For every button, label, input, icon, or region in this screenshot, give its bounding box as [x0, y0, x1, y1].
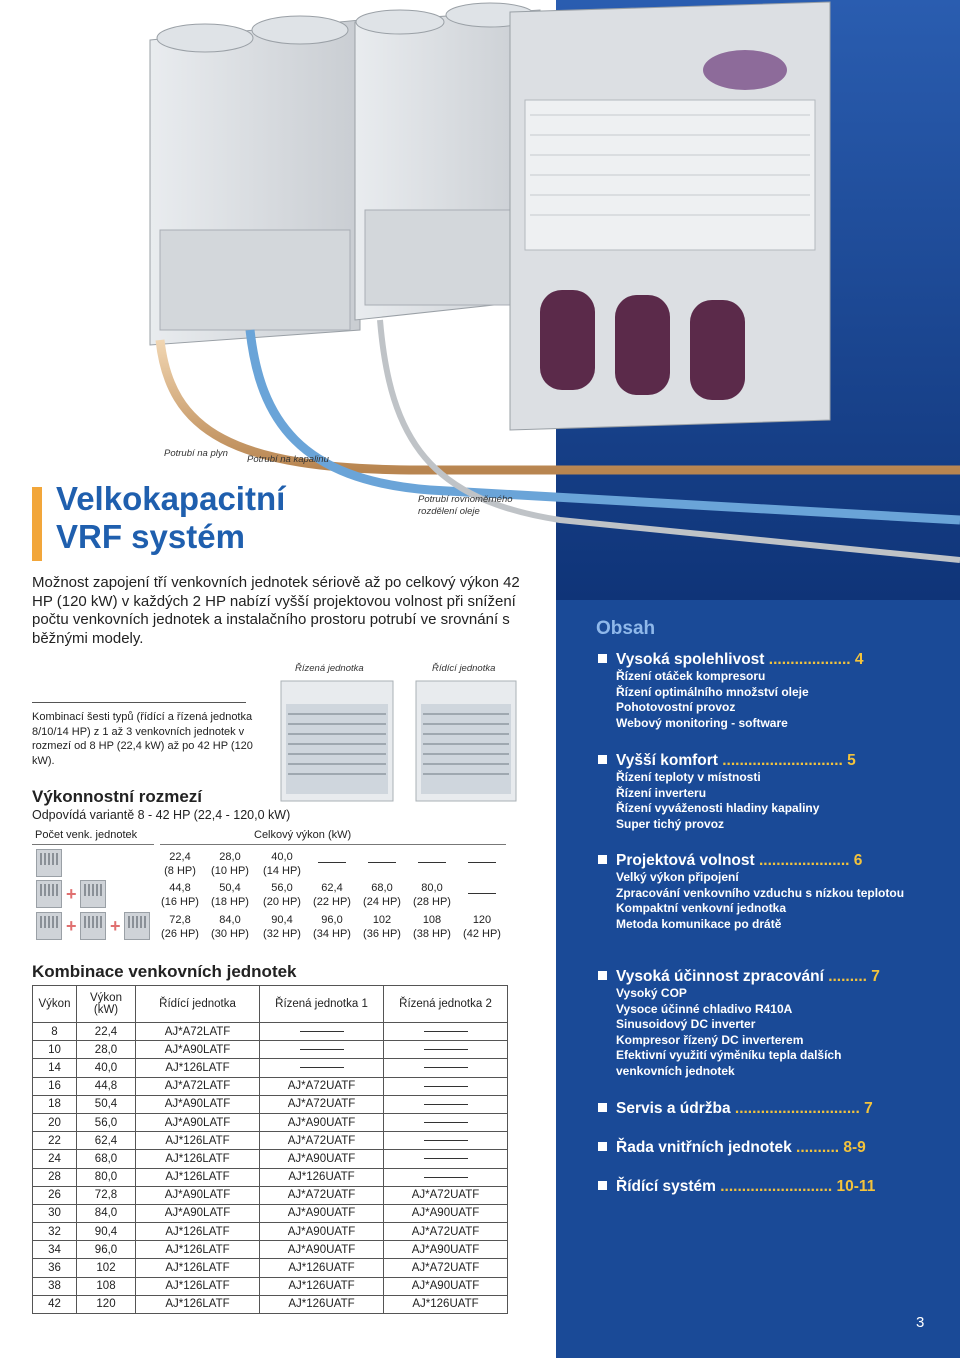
plus-sign: +	[66, 884, 77, 904]
cell-kw: 68,0	[77, 1150, 136, 1168]
capacity-kw: 108	[422, 914, 442, 926]
cell-slave-1: AJ*126UATF	[260, 1259, 384, 1277]
cell-kw: 40,0	[77, 1059, 136, 1077]
empty-cell-dash	[318, 862, 346, 863]
capacity-hp: (32 HP)	[263, 928, 301, 940]
contents-heading: Obsah	[596, 618, 656, 639]
capacity-kw: 22,4	[169, 851, 191, 863]
cell-slave-2	[384, 1168, 508, 1186]
capacity-cell	[205, 850, 255, 878]
cell-kw: 44,8	[77, 1077, 136, 1095]
capacity-cell	[155, 913, 205, 941]
empty-cell-dash	[300, 1031, 344, 1032]
cell-hp: 10	[33, 1041, 77, 1059]
capacity-kw: 90,4	[271, 914, 293, 926]
cell-kw: 72,8	[77, 1186, 136, 1204]
caption-liquid-pipe: Potrubí na kapalinu	[247, 454, 329, 465]
capacity-hp: (42 HP)	[463, 928, 501, 940]
toc-section-heading[interactable]	[598, 752, 906, 770]
cell-slave-2: AJ*A90UATF	[384, 1204, 508, 1222]
col-slave-1: Řízená jednotka 1	[260, 986, 384, 1023]
cell-slave-1: AJ*A90UATF	[260, 1223, 384, 1241]
cell-master: AJ*A90LATF	[136, 1041, 260, 1059]
empty-cell-dash	[300, 1067, 344, 1068]
cell-slave-1: AJ*126UATF	[260, 1277, 384, 1295]
table-row	[33, 1259, 508, 1277]
toc-subitem: Sinusoidový DC inverter	[616, 1017, 756, 1032]
toc-dot-leader: .........	[823, 968, 867, 985]
toc-dot-leader: ...................	[764, 651, 851, 668]
page-title-line-2: VRF systém	[56, 518, 245, 555]
cell-slave-2	[384, 1095, 508, 1113]
capacity-kw: 96,0	[321, 914, 343, 926]
cell-master: AJ*A72LATF	[136, 1077, 260, 1095]
capacity-hp: (38 HP)	[413, 928, 451, 940]
cell-kw: 102	[77, 1259, 136, 1277]
cell-slave-1: AJ*A72UATF	[260, 1077, 384, 1095]
square-bullet-icon	[598, 755, 607, 764]
toc-subitem: Řízení optimálního množství oleje	[616, 684, 809, 699]
cell-slave-1: AJ*A90UATF	[260, 1113, 384, 1131]
toc-page-number: 8-9	[843, 1139, 866, 1156]
cell-hp: 26	[33, 1186, 77, 1204]
capacity-cell	[407, 913, 457, 941]
cell-slave-1	[260, 1023, 384, 1041]
col-hp: Výkon	[33, 986, 77, 1023]
cell-slave-1: AJ*A90UATF	[260, 1241, 384, 1259]
capacity-cell	[155, 881, 205, 909]
empty-cell-dash	[424, 1049, 468, 1050]
capacity-kw: 56,0	[271, 882, 293, 894]
toc-section-title: Řada vnitřních jednotek	[616, 1139, 792, 1156]
capacity-hp: (14 HP)	[263, 865, 301, 877]
capacity-cell	[357, 881, 407, 909]
cell-master: AJ*A90LATF	[136, 1204, 260, 1222]
toc-section-heading[interactable]	[598, 651, 906, 669]
capacity-hp: (20 HP)	[263, 896, 301, 908]
unit-icon	[124, 912, 150, 940]
capacity-kw: 40,0	[271, 851, 293, 863]
toc-section-heading[interactable]	[598, 852, 906, 870]
cell-master: AJ*126LATF	[136, 1168, 260, 1186]
controlling-unit-label: Řídící jednotka	[432, 663, 496, 674]
empty-cell-dash	[368, 862, 396, 863]
capacity-kw: 44,8	[169, 882, 191, 894]
capacity-cell	[257, 881, 307, 909]
cell-hp: 20	[33, 1113, 77, 1131]
toc-subitem: Řízení otáček kompresoru	[616, 669, 766, 683]
capacity-cell	[205, 881, 255, 909]
cell-kw: 120	[77, 1295, 136, 1313]
capacity-kw: 120	[472, 914, 492, 926]
cell-master: AJ*126LATF	[136, 1295, 260, 1313]
toc-section[interactable]	[598, 852, 906, 932]
toc-dot-leader: ..........	[791, 1139, 840, 1156]
outdoor-unit-1	[150, 16, 360, 345]
table-row	[33, 1204, 508, 1222]
units-count-header: Počet venk. jednotek	[35, 829, 138, 841]
cell-slave-2: AJ*A72UATF	[384, 1223, 508, 1241]
cell-kw: 50,4	[77, 1095, 136, 1113]
cell-slave-2: AJ*126UATF	[384, 1295, 508, 1313]
empty-cell-dash	[418, 862, 446, 863]
toc-section[interactable]	[598, 651, 906, 731]
note-divider	[32, 702, 246, 703]
cell-slave-1	[260, 1059, 384, 1077]
toc-section-title: Servis a údržba	[616, 1100, 731, 1117]
cell-hp: 30	[33, 1204, 77, 1222]
toc-section[interactable]	[598, 1100, 873, 1118]
table-row	[33, 1150, 508, 1168]
capacity-hp: (18 HP)	[211, 896, 249, 908]
combos-body	[33, 1023, 508, 1314]
capacity-hp: (30 HP)	[211, 928, 249, 940]
cell-slave-1: AJ*126UATF	[260, 1295, 384, 1313]
cell-kw: 96,0	[77, 1241, 136, 1259]
cell-kw: 108	[77, 1277, 136, 1295]
cell-kw: 56,0	[77, 1113, 136, 1131]
toc-dot-leader: ..........................	[715, 1178, 833, 1195]
empty-cell-dash	[424, 1067, 468, 1068]
cell-slave-2: AJ*A90UATF	[384, 1277, 508, 1295]
capacity-kw: 84,0	[219, 914, 241, 926]
cell-kw: 84,0	[77, 1204, 136, 1222]
toc-page-number: 7	[864, 1100, 873, 1117]
cell-slave-2	[384, 1150, 508, 1168]
toc-section-title: Vyšší komfort	[616, 752, 718, 769]
cell-slave-2	[384, 1041, 508, 1059]
cell-slave-1	[260, 1041, 384, 1059]
range-header-line-right	[160, 844, 506, 845]
table-row	[33, 1168, 508, 1186]
cell-slave-1: AJ*A90UATF	[260, 1204, 384, 1222]
capacity-cell	[205, 913, 255, 941]
cell-hp: 18	[33, 1095, 77, 1113]
page-title	[56, 480, 285, 556]
combos-header-row	[33, 986, 508, 1023]
cell-hp: 28	[33, 1168, 77, 1186]
table-row	[33, 1241, 508, 1259]
cell-slave-1: AJ*A72UATF	[260, 1132, 384, 1150]
toc-section[interactable]	[598, 1139, 866, 1157]
toc-subitem: Řízení inverteru	[616, 785, 707, 800]
empty-cell-dash	[424, 1158, 468, 1159]
toc-subitem: Kompaktní venkovní jednotka	[616, 901, 787, 916]
cell-kw: 28,0	[77, 1041, 136, 1059]
square-bullet-icon	[598, 855, 607, 864]
unit-icon	[36, 849, 62, 877]
range-header-line-left	[32, 844, 154, 845]
toc-page-number: 10-11	[836, 1178, 876, 1195]
table-row	[33, 1095, 508, 1113]
cell-hp: 32	[33, 1223, 77, 1241]
toc-subitem: Velký výkon připojení	[616, 870, 739, 884]
empty-cell-dash	[424, 1031, 468, 1032]
cell-master: AJ*126LATF	[136, 1223, 260, 1241]
square-bullet-icon	[598, 1142, 607, 1151]
toc-subitem: Vysoce účinné chladivo R410A	[616, 1001, 793, 1016]
capacity-kw: 72,8	[169, 914, 191, 926]
capacity-hp: (26 HP)	[161, 928, 199, 940]
capacity-kw: 62,4	[321, 882, 343, 894]
square-bullet-icon	[598, 1103, 607, 1112]
capacity-hp: (28 HP)	[413, 896, 451, 908]
cell-hp: 22	[33, 1132, 77, 1150]
table-row	[33, 1186, 508, 1204]
empty-cell-dash	[424, 1086, 468, 1087]
page-number: 3	[916, 1314, 925, 1331]
table-row	[33, 1077, 508, 1095]
toc-section-heading[interactable]	[598, 968, 906, 986]
controlled-unit-label: Řízená jednotka	[295, 663, 364, 674]
page-title-line-1: Velkokapacitní	[56, 480, 286, 517]
capacity-cell	[307, 913, 357, 941]
cell-hp: 36	[33, 1259, 77, 1277]
square-bullet-icon	[598, 1181, 607, 1190]
col-kw: Výkon (kW)	[77, 986, 136, 1023]
capacity-kw: 68,0	[371, 882, 393, 894]
toc-subitem: Super tichý provoz	[616, 816, 725, 831]
cell-slave-1: AJ*A90UATF	[260, 1150, 384, 1168]
toc-page-number: 6	[853, 852, 863, 869]
unit-icon	[36, 880, 62, 908]
cell-hp: 8	[33, 1023, 77, 1041]
empty-cell-dash	[424, 1104, 468, 1105]
cell-master: AJ*126LATF	[136, 1150, 260, 1168]
toc-subitem: Vysoký COP	[616, 986, 687, 1000]
capacity-cell	[155, 850, 205, 878]
unit-icon	[80, 912, 106, 940]
caption-oil-pipe: Potrubí rovnoměrného rozdělení oleje	[418, 494, 513, 517]
toc-page-number: 4	[854, 651, 864, 668]
cell-kw: 90,4	[77, 1223, 136, 1241]
cell-slave-2	[384, 1132, 508, 1150]
capacity-hp: (36 HP)	[363, 928, 401, 940]
table-row	[33, 1277, 508, 1295]
col-slave-2: Řízená jednotka 2	[384, 986, 508, 1023]
cell-slave-1: AJ*A72UATF	[260, 1095, 384, 1113]
intro-paragraph: Možnost zapojení tří venkovních jednotek sériově až po celkový výkon 42 HP (120 kW) v každých 2 HP nabízí vyšší projektovou volnost při snížení počtu venkovních jednotek a instalačního prostoru potrubí ve srovnání s běžnými modely.	[32, 574, 520, 647]
plus-sign: +	[110, 916, 121, 936]
toc-dot-leader: .....................	[754, 852, 850, 869]
empty-cell-dash	[424, 1122, 468, 1123]
capacity-kw: 80,0	[421, 882, 443, 894]
toc-subitem: Pohotovostní provoz	[616, 700, 736, 715]
toc-section[interactable]	[598, 752, 906, 832]
table-row	[33, 1132, 508, 1150]
cell-master: AJ*126LATF	[136, 1277, 260, 1295]
toc-section-title: Řídící systém	[616, 1178, 716, 1195]
cell-slave-2	[384, 1059, 508, 1077]
cell-master: AJ*A90LATF	[136, 1113, 260, 1131]
square-bullet-icon	[598, 654, 607, 663]
cell-master: AJ*126LATF	[136, 1241, 260, 1259]
empty-cell-dash	[468, 862, 496, 863]
toc-section-title: Projektová volnost	[616, 852, 755, 869]
toc-subitem: Kompresor řízený DC inverterem	[616, 1032, 804, 1047]
table-row	[33, 1295, 508, 1313]
table-row	[33, 1223, 508, 1241]
toc-dot-leader: .............................	[730, 1100, 860, 1117]
toc-subitem: Efektivní využití výměníku tepla dalších venkovních jednotek	[616, 1048, 842, 1078]
range-heading: Výkonnostní rozmezí	[32, 787, 203, 806]
range-subtitle: Odpovídá variantě 8 - 42 HP (22,4 - 120,0 kW)	[32, 808, 291, 822]
toc-page-number: 7	[871, 968, 880, 985]
cell-master: AJ*126LATF	[136, 1132, 260, 1150]
toc-dot-leader: ............................	[717, 752, 843, 769]
cell-slave-2	[384, 1077, 508, 1095]
cell-hp: 38	[33, 1277, 77, 1295]
toc-page-number: 5	[847, 752, 856, 769]
toc-subitem: Webový monitoring - software	[616, 715, 788, 730]
cell-master: AJ*126LATF	[136, 1059, 260, 1077]
cell-slave-1: AJ*126UATF	[260, 1168, 384, 1186]
caption-gas-pipe: Potrubí na plyn	[164, 448, 228, 459]
cell-master: AJ*A72LATF	[136, 1023, 260, 1041]
capacity-hp: (22 HP)	[313, 896, 351, 908]
cell-hp: 42	[33, 1295, 77, 1313]
cell-kw: 80,0	[77, 1168, 136, 1186]
col-master: Řídící jednotka	[136, 986, 260, 1023]
capacity-cell	[257, 850, 307, 878]
cell-slave-2: AJ*A72UATF	[384, 1186, 508, 1204]
plus-sign: +	[66, 916, 77, 936]
capacity-hp: (10 HP)	[211, 865, 249, 877]
capacity-cell	[457, 913, 507, 941]
cell-hp: 14	[33, 1059, 77, 1077]
cell-hp: 34	[33, 1241, 77, 1259]
cell-master: AJ*A90LATF	[136, 1095, 260, 1113]
square-bullet-icon	[598, 971, 607, 980]
capacity-hp: (34 HP)	[313, 928, 351, 940]
capacity-cell	[357, 913, 407, 941]
toc-section-heading[interactable]	[598, 1139, 866, 1157]
table-row	[33, 1113, 508, 1131]
capacity-cell	[257, 913, 307, 941]
table-row	[33, 1023, 508, 1041]
toc-section-heading[interactable]	[598, 1178, 875, 1196]
empty-cell-dash	[300, 1049, 344, 1050]
capacity-cell	[307, 881, 357, 909]
capacity-kw: 102	[372, 914, 392, 926]
table-row	[33, 1059, 508, 1077]
capacity-hp: (16 HP)	[161, 896, 199, 908]
empty-cell-dash	[424, 1177, 468, 1178]
unit-icon	[80, 880, 106, 908]
capacity-kw: 50,4	[219, 882, 241, 894]
combination-note: Kombinací šesti typů (řídící a řízená jednotka 8/10/14 HP) z 1 až 3 venkovních jednotek v rozmezí od 8 HP (22,4 kW) až po 42 HP (120 kW).	[32, 711, 253, 767]
toc-section-title: Vysoká účinnost zpracování	[616, 968, 824, 985]
toc-section[interactable]	[598, 968, 906, 1080]
empty-cell-dash	[424, 1140, 468, 1141]
capacity-cell	[407, 881, 457, 909]
cell-hp: 16	[33, 1077, 77, 1095]
toc-subitem: Řízení vyváženosti hladiny kapaliny	[616, 801, 820, 816]
cell-slave-2: AJ*A72UATF	[384, 1259, 508, 1277]
capacity-hp: (24 HP)	[363, 896, 401, 908]
table-row	[33, 1041, 508, 1059]
outdoor-unit-3-open	[510, 2, 830, 430]
combos-heading: Kombinace venkovních jednotek	[32, 962, 297, 981]
toc-section-title: Vysoká spolehlivost	[616, 651, 765, 668]
toc-section[interactable]	[598, 1178, 875, 1196]
cell-kw: 62,4	[77, 1132, 136, 1150]
cell-hp: 24	[33, 1150, 77, 1168]
cell-slave-1: AJ*A72UATF	[260, 1186, 384, 1204]
toc-section-heading[interactable]	[598, 1100, 873, 1118]
title-accent-bar	[32, 487, 42, 561]
unit-icon	[36, 912, 62, 940]
toc-subitem: Metoda komunikace po drátě	[616, 916, 782, 931]
capacity-hp: (8 HP)	[164, 865, 196, 877]
empty-cell-dash	[468, 893, 496, 894]
combos-table	[32, 985, 508, 1314]
cell-kw: 22,4	[77, 1023, 136, 1041]
total-output-header: Celkový výkon (kW)	[254, 829, 352, 841]
cell-slave-2	[384, 1023, 508, 1041]
capacity-kw: 28,0	[219, 851, 241, 863]
cell-slave-2: AJ*A90UATF	[384, 1241, 508, 1259]
outdoor-units-photo	[278, 676, 518, 806]
cell-master: AJ*A90LATF	[136, 1186, 260, 1204]
toc-subitem: Zpracování venkovního vzduchu s nízkou teplotou	[616, 885, 905, 900]
toc-subitem: Řízení teploty v místnosti	[616, 770, 761, 784]
cell-slave-2	[384, 1113, 508, 1131]
cell-master: AJ*126LATF	[136, 1259, 260, 1277]
